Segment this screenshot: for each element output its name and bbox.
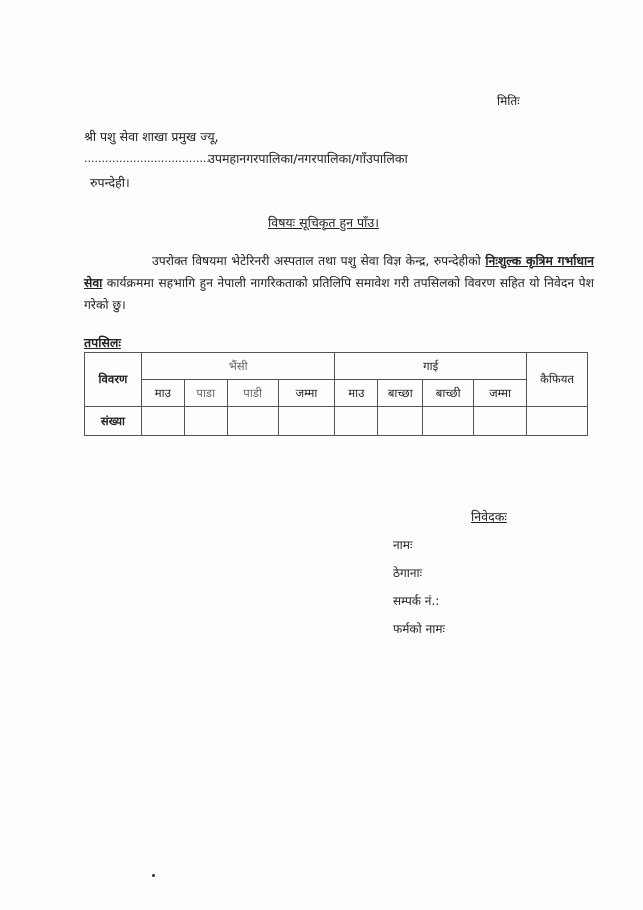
count-cell	[278, 407, 335, 436]
addressee-line-1: श्री पशु सेवा शाखा प्रमुख ज्यू,	[84, 129, 219, 144]
applicant-title: निवेदकः	[471, 509, 507, 524]
addressee-line-3: रुपन्देही।	[90, 175, 130, 190]
scan-speck	[152, 874, 155, 877]
count-cell	[184, 407, 227, 436]
details-title: तपसिलः	[84, 335, 121, 350]
count-cell	[423, 407, 474, 436]
cow-col-3: बाच्छी	[423, 380, 474, 407]
body-paragraph	[84, 250, 594, 316]
count-cell	[378, 407, 423, 436]
addressee-dots: ....................................	[84, 152, 210, 165]
count-cell	[227, 407, 278, 436]
group-buffalo: भैंसी	[141, 353, 335, 380]
applicant-name-label: नामः	[393, 538, 413, 552]
count-cell	[527, 407, 588, 436]
body-part-2: कार्यक्रममा सहभागि हुन नेपाली नागरिकताको प्रतिलिपि समावेश गरी तपसिलको विवरण सहित यो निवेदन पेश गरेको छु।	[84, 276, 594, 312]
cow-col-4: जम्मा	[474, 380, 527, 407]
buffalo-col-1: माउ	[141, 380, 184, 407]
date-label: मितिः	[497, 94, 520, 108]
applicant-firm-label: फर्मको नामः	[393, 622, 445, 636]
cow-col-1: माउ	[335, 380, 378, 407]
details-table	[84, 352, 588, 436]
count-label: संख्या	[85, 407, 142, 436]
addressee-line-2: उपमहानगरपालिका/नगरपालिका/गाँउपालिका	[208, 151, 408, 166]
body-part-1: उपरोक्त विषयमा भेटेरिनरी अस्पताल तथा पशु सेवा विज्ञ केन्द्र, रुपन्देहीको	[152, 254, 486, 268]
applicant-address-label: ठेगानाः	[393, 566, 423, 580]
subject-line: विषयः सूचिकृत हुन पाँउ।	[268, 215, 379, 230]
group-cow: गाई	[335, 353, 527, 380]
buffalo-col-2: पाडा	[184, 380, 227, 407]
buffalo-col-4: जम्मा	[278, 380, 335, 407]
count-cell	[141, 407, 184, 436]
buffalo-col-3: पाडी	[227, 380, 278, 407]
row-header-cell: विवरण	[85, 353, 142, 407]
count-cell	[335, 407, 378, 436]
applicant-contact-label: सम्पर्क नं.:	[393, 594, 440, 608]
cow-col-2: बाच्छा	[378, 380, 423, 407]
count-cell	[474, 407, 527, 436]
remarks-header: कैफियत	[527, 353, 588, 407]
body-highlight: निःशुल्क कृत्रिम गर्भाधान सेवा	[84, 254, 594, 290]
